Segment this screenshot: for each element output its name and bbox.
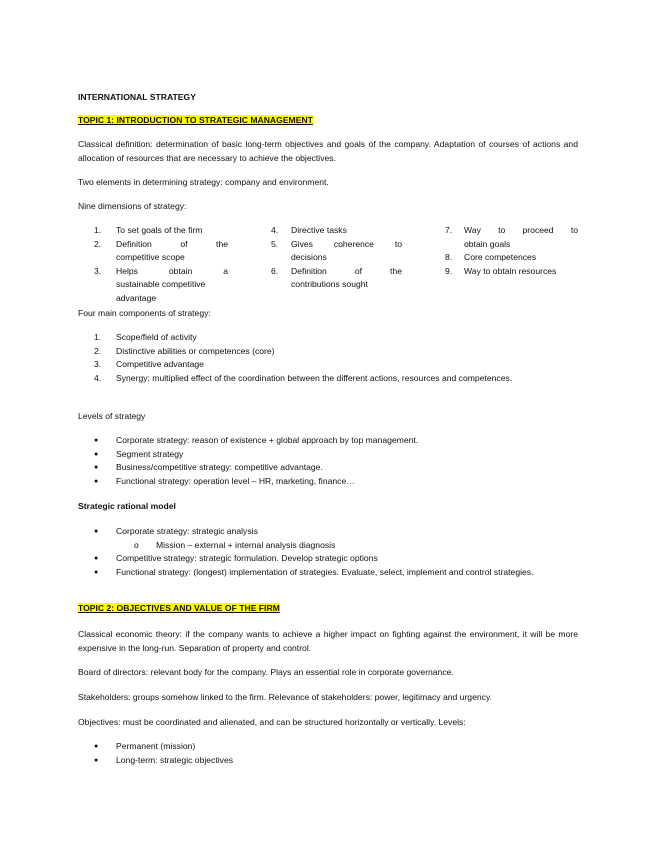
list-number: 8. — [445, 252, 453, 262]
list-item — [271, 224, 402, 238]
list-text: Core competences — [464, 252, 537, 262]
list-number: 6. — [271, 265, 279, 276]
levels-label: Levels of strategy — [78, 411, 146, 421]
document-title: INTERNATIONAL STRATEGY — [78, 92, 196, 102]
list-text: Functional strategy: (longest) implementation of strategies. Evaluate, select, implement and control strategies. — [116, 566, 534, 577]
objectives: Objectives: must be coordinated and alienated, and can be structured horizontally or vertically. Levels: — [78, 717, 466, 727]
list-text: Segment strategy — [116, 448, 184, 459]
list-text: Mission – external + internal analysis diagnosis — [156, 539, 336, 550]
bullet-icon: ● — [94, 568, 99, 576]
list-item — [94, 475, 578, 489]
list-text: Corporate strategy: strategic analysis — [116, 526, 258, 536]
list-text-cont: obtain goals — [464, 238, 511, 249]
list-text: Distinctive abilities or competences (core) — [116, 345, 275, 356]
levels-list — [78, 434, 578, 488]
list-text: Definition of the — [116, 238, 228, 249]
list-item — [94, 265, 228, 306]
topic2-heading — [78, 602, 578, 616]
classical-definition: Classical definition: determination of basic long-term objectives and goals of the company. Adaptation of courses of actions and allocation of resources that are necessary to achieve the objectives. — [78, 139, 578, 163]
list-item — [94, 461, 578, 475]
list-text: Corporate strategy: reason of existence + global approach by top management. — [116, 435, 419, 445]
rational-model-label: Strategic rational model — [78, 501, 176, 511]
list-number: 9. — [445, 265, 453, 276]
list-text: Functional strategy: operation level – HR, marketing, finance… — [116, 475, 355, 486]
list-item — [94, 358, 578, 372]
list-text-cont: competitive scope — [116, 252, 185, 262]
dimensions-column-3 — [445, 224, 578, 278]
list-number: 5. — [271, 238, 279, 249]
bullet-icon: ● — [94, 743, 99, 750]
components-list — [78, 331, 578, 385]
topic1-heading — [78, 114, 578, 128]
rational-model-list — [78, 525, 578, 579]
list-text: Scope/field of activity — [116, 332, 197, 342]
list-text: Long-term: strategic objectives — [116, 754, 234, 765]
list-item — [94, 224, 228, 238]
list-text: Directive tasks — [291, 225, 347, 235]
list-item — [271, 238, 402, 265]
list-number: 1. — [94, 225, 102, 235]
sub-bullet-icon: o — [134, 539, 139, 550]
list-text: Helps obtain a — [116, 265, 228, 276]
list-item — [94, 372, 578, 386]
nine-dimensions-label: Nine dimensions of strategy: — [78, 201, 187, 211]
list-number: 1. — [94, 332, 102, 342]
list-text: To set goals of the firm — [116, 225, 203, 235]
list-number: 3. — [94, 359, 102, 369]
list-item — [445, 251, 578, 265]
list-text: Business/competitive strategy: competitive advantage. — [116, 462, 323, 472]
bullet-icon: ● — [94, 555, 99, 562]
bullet-icon: ● — [94, 450, 99, 458]
list-text: Way to proceed to — [464, 225, 578, 235]
list-text-cont: contributions sought — [291, 279, 368, 289]
list-number: 7. — [445, 225, 453, 235]
list-item — [445, 224, 578, 251]
list-text-cont: sustainable competitive — [116, 279, 206, 289]
two-elements: Two elements in determining strategy: company and environment. — [78, 177, 329, 187]
list-item — [94, 345, 578, 359]
list-number: 2. — [94, 345, 102, 356]
list-text-cont: decisions — [291, 252, 327, 262]
bullet-icon: ● — [94, 528, 99, 535]
bullet-icon: ● — [94, 756, 99, 764]
list-item — [94, 552, 578, 566]
board-of-directors: Board of directors: relevant body for the company. Plays an essential role in corporate governance. — [78, 667, 454, 677]
list-item — [94, 525, 578, 539]
list-item — [445, 265, 578, 279]
list-item — [94, 331, 578, 345]
list-item — [94, 740, 578, 754]
bullet-icon: ● — [94, 477, 99, 485]
list-text: Permanent (mission) — [116, 741, 196, 751]
stakeholders: Stakeholders: groups somehow linked to the firm. Relevance of stakeholders: power, legitimacy and urgency. — [78, 692, 492, 702]
dimensions-column-2 — [271, 224, 402, 292]
list-number: 2. — [94, 238, 102, 249]
list-item — [271, 265, 402, 292]
list-item — [94, 566, 578, 580]
topic1-heading-text: TOPIC 1: INTRODUCTION TO STRATEGIC MANAGEMENT — [78, 115, 313, 125]
list-number: 3. — [94, 265, 102, 276]
list-text: Competitive strategy: strategic formulation. Develop strategic options — [116, 553, 378, 563]
list-text: Gives coherence to — [291, 238, 402, 249]
classical-theory: Classical economic theory: if the company wants to achieve a higher impact on fighting against the environment, it will be more expensive in the long-run. Separation of property and control. — [78, 629, 578, 653]
list-text: Competitive advantage — [116, 359, 204, 369]
list-text-cont: advantage — [116, 292, 157, 303]
list-item — [94, 448, 578, 462]
list-number: 4. — [94, 372, 102, 383]
four-components-label: Four main components of strategy: — [78, 308, 211, 318]
objectives-levels-list — [78, 740, 578, 767]
list-text: Definition of the — [291, 265, 402, 276]
list-item — [94, 238, 228, 265]
list-item — [94, 754, 578, 768]
list-item — [94, 434, 578, 448]
bullet-icon: ● — [94, 464, 99, 471]
list-text: Synergy: multiplied effect of the coordination between the different actions, resources and competences. — [116, 372, 513, 383]
nine-dimensions-list — [78, 224, 578, 308]
topic2-heading-text: TOPIC 2: OBJECTIVES AND VALUE OF THE FIRM — [78, 603, 280, 613]
list-text: Way to obtain resources — [464, 265, 557, 276]
bullet-icon: ● — [94, 437, 99, 444]
dimensions-column-1 — [94, 224, 228, 305]
sub-list-item — [134, 539, 578, 553]
list-number: 4. — [271, 225, 279, 235]
